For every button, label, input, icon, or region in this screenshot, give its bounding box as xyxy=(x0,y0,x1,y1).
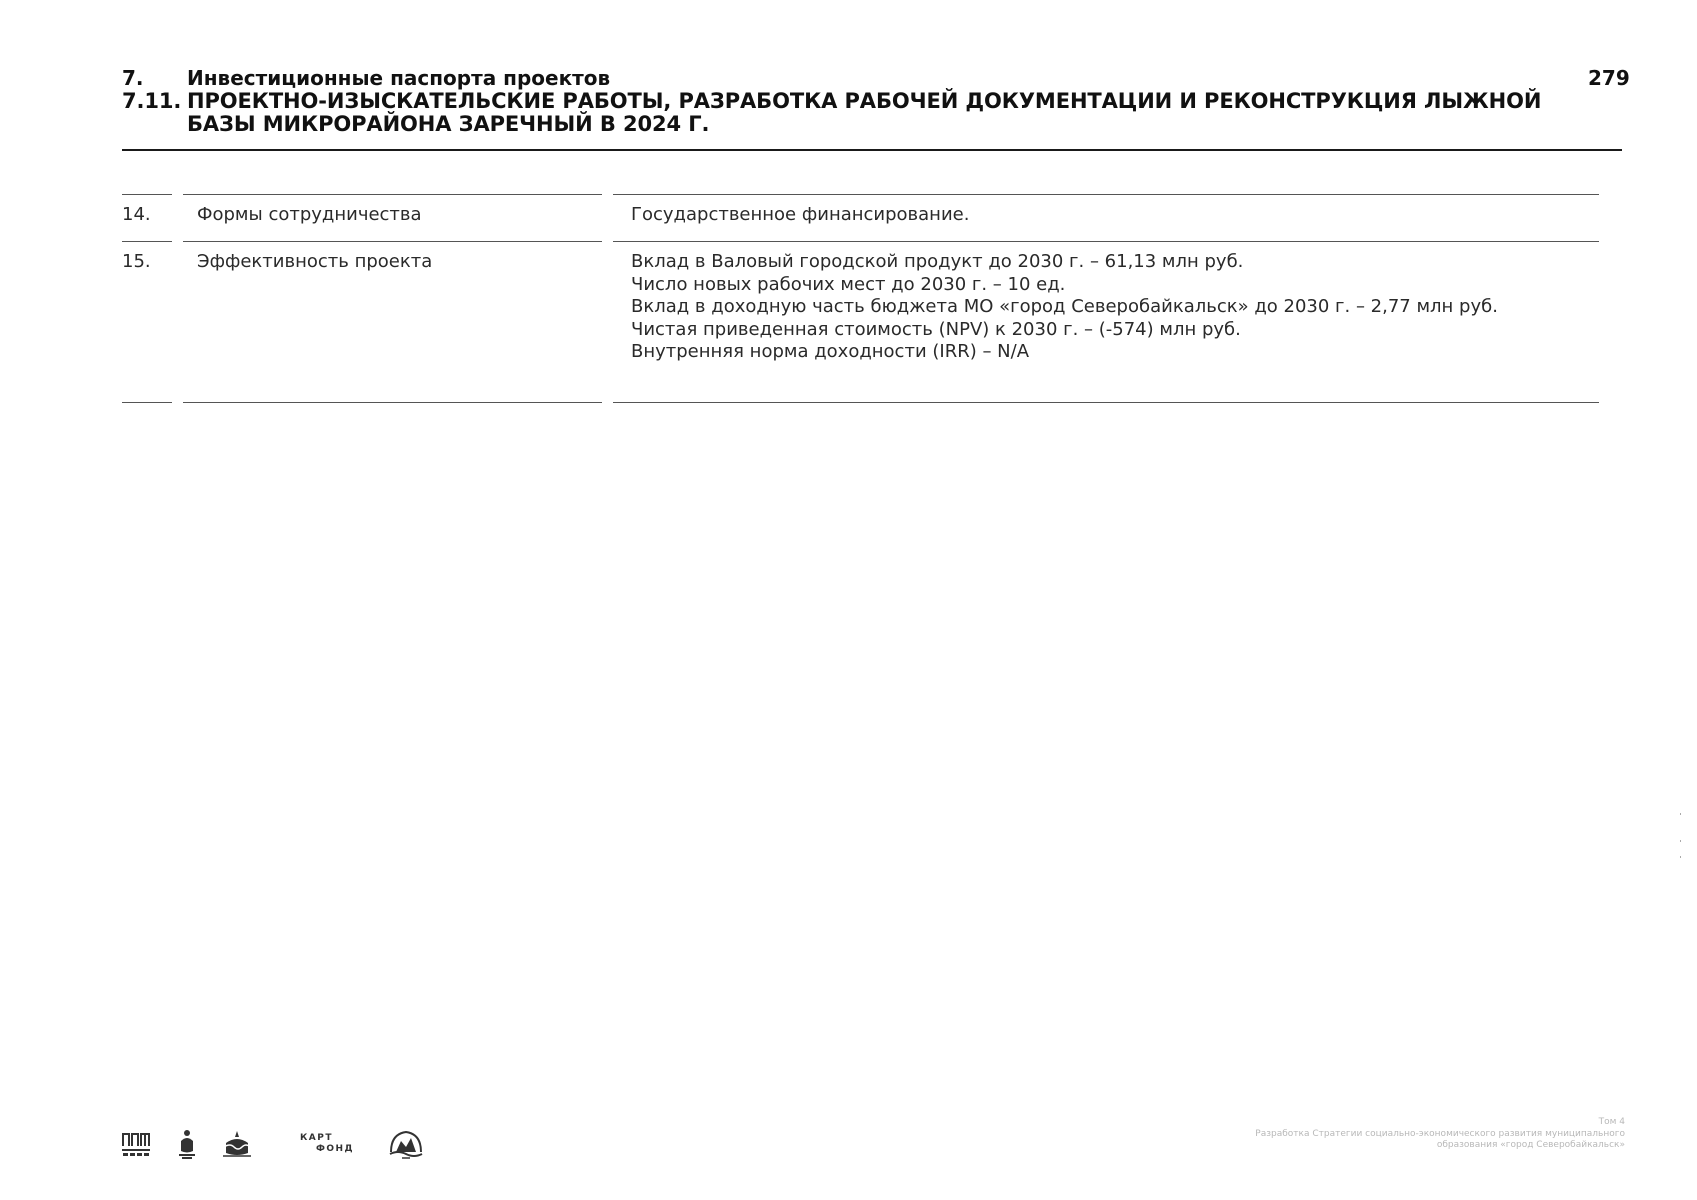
edge-mark xyxy=(1680,856,1681,858)
footer-document-note xyxy=(1205,1117,1625,1152)
table-row xyxy=(122,241,1599,402)
buryatia-figure-icon xyxy=(176,1129,198,1159)
kart-logo-line1: КАРТ xyxy=(299,1133,333,1143)
footer-doc-title-line1: Разработка Стратегии социально-экономического развития муниципального xyxy=(1255,1128,1625,1139)
kart-logo-line2: ФОНД xyxy=(315,1144,355,1154)
edge-mark xyxy=(1680,840,1681,842)
chapter-number: 7. xyxy=(122,66,144,90)
value-line: Число новых рабочих мест до 2030 г. – 10 ед. xyxy=(631,273,1066,295)
edge-mark xyxy=(1680,813,1681,815)
page-number: 279 xyxy=(1588,66,1630,90)
footer-volume: Том 4 xyxy=(1598,1117,1625,1127)
section-title: ПРОЕКТНО-ИЗЫСКАТЕЛЬСКИЕ РАБОТЫ, РАЗРАБОТКА РАБОЧЕЙ ДОКУМЕНТАЦИИ И РЕКОНСТРУКЦИЯ ЛЫЖНОЙ БАЗЫ МИКРОРАЙОНА ЗАРЕЧНЫЙ В 2024 Г. xyxy=(187,89,1542,136)
header-divider xyxy=(122,149,1622,151)
row-value xyxy=(613,241,1599,402)
page-header xyxy=(122,66,1622,136)
row-label: Формы сотрудничества xyxy=(183,194,602,241)
row-number: 14. xyxy=(122,194,172,241)
kart-fond-logo xyxy=(296,1133,358,1155)
chapter-heading xyxy=(122,66,1622,90)
region-crest-icon xyxy=(222,1129,252,1159)
value-line: Чистая приведенная стоимость (NPV) к 2030 г. – (-574) млн руб. xyxy=(631,318,1241,340)
value-line: Вклад в Валовый городской продукт до 2030 г. – 61,13 млн руб. xyxy=(631,251,1244,272)
dom-logo-icon xyxy=(120,1130,152,1158)
value-line: Вклад в доходную часть бюджета МО «город Северобайкальск» до 2030 г. – 2,77 млн руб. xyxy=(631,296,1498,318)
footer-logos xyxy=(120,1124,424,1164)
section-number: 7.11. xyxy=(122,89,182,113)
value-line: Внутренняя норма доходности (IRR) – N/A xyxy=(631,341,1030,363)
chapter-title: Инвестиционные паспорта проектов xyxy=(187,66,611,90)
section-heading xyxy=(122,90,1622,136)
city-emblem-icon xyxy=(388,1128,424,1160)
row-value xyxy=(613,194,1599,241)
table-row xyxy=(122,194,1599,241)
row-number: 15. xyxy=(122,241,172,402)
row-label: Эффективность проекта xyxy=(183,241,602,402)
footer-doc-title-line2: образования «город Северобайкальск» xyxy=(1436,1140,1625,1150)
investment-passport-table xyxy=(122,194,1599,404)
table-bottom-rule xyxy=(122,402,1599,404)
value-line: Государственное финансирование. xyxy=(631,204,970,225)
